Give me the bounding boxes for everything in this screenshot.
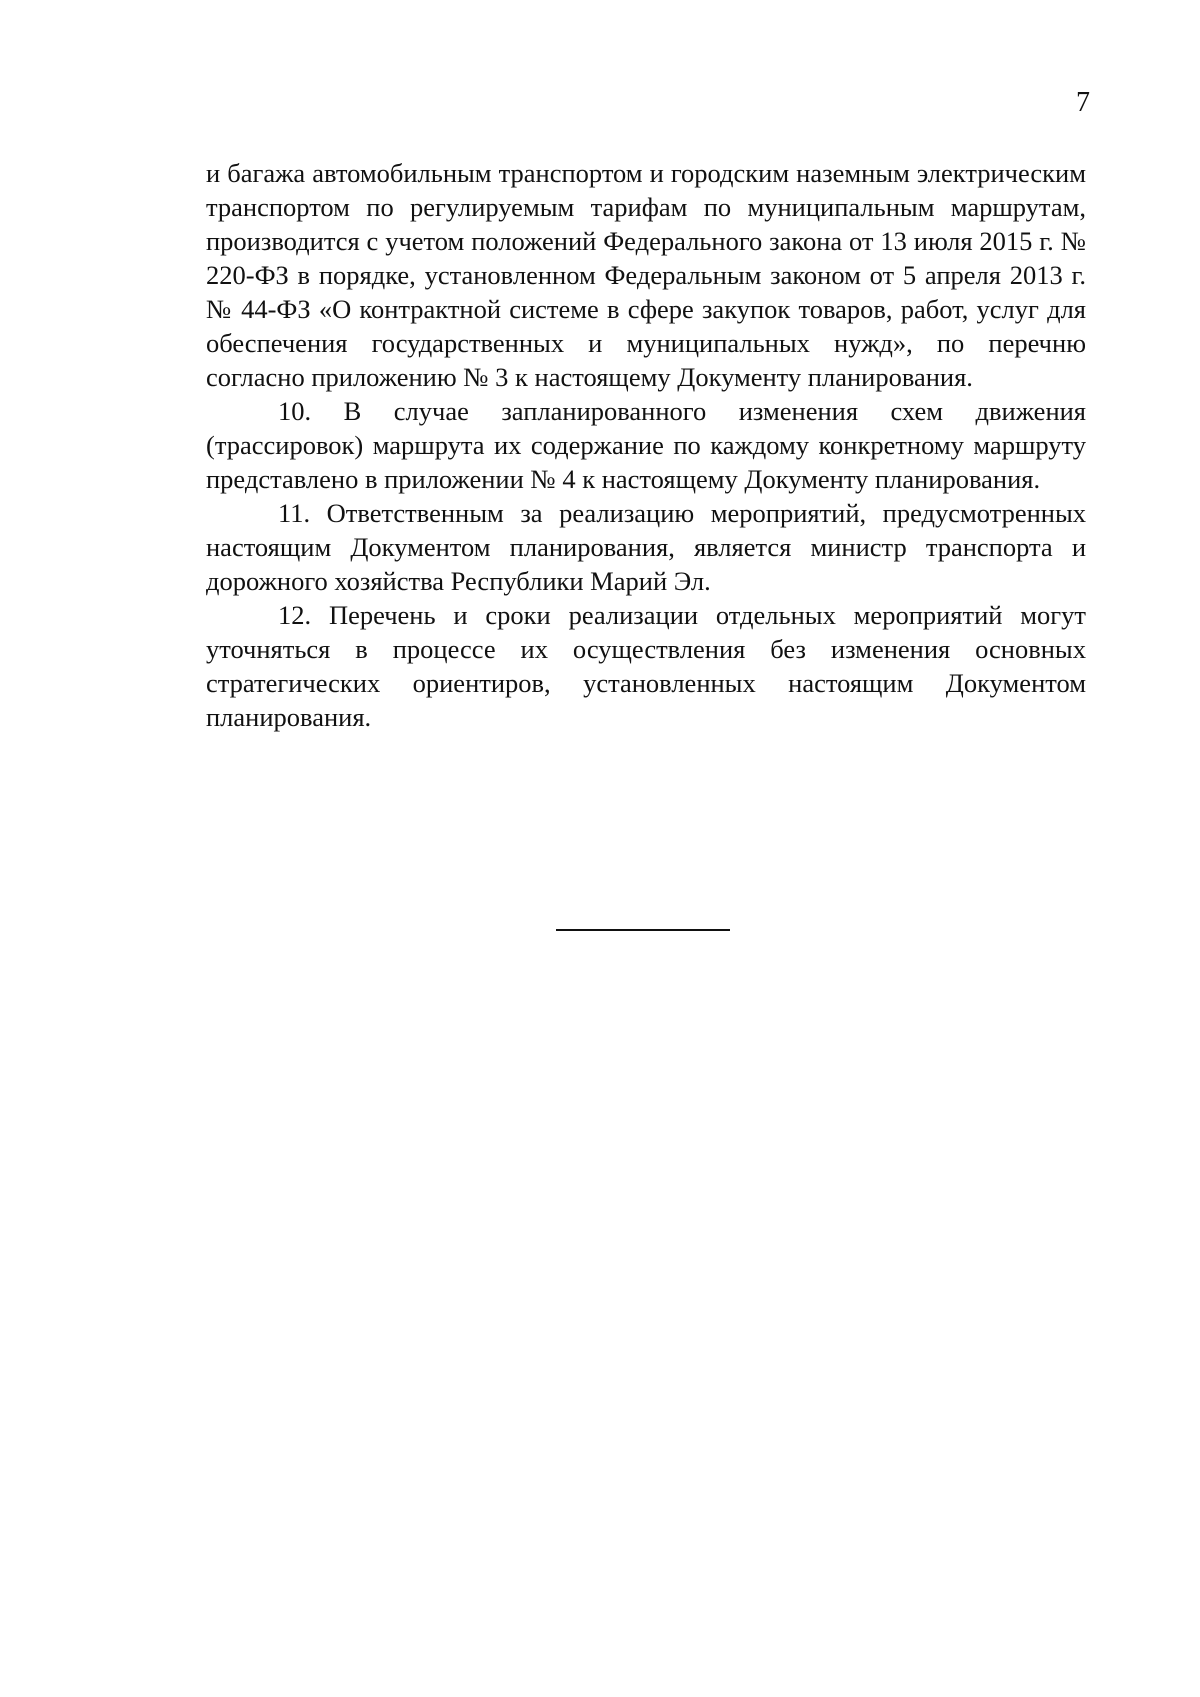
document-body: [206, 156, 1086, 734]
paragraph-item-11: 11. Ответственным за реализацию мероприятий, предусмотренных настоящим Документом планирования, является министр транспорта и дорожного хозяйства Республики Марий Эл.: [206, 498, 1086, 596]
page-number: 7: [1076, 87, 1090, 118]
paragraph-item-10: 10. В случае запланированного изменения схем движения (трассировок) маршрута их содержание по каждому конкретному маршруту представлено в приложении № 4 к настоящему Документу планирования.: [206, 396, 1086, 494]
paragraph-continuation: и багажа автомобильным транспортом и городским наземным электрическим транспортом по регулируемым тарифам по муниципальным маршрутам, производится с учетом положений Федерального закона от 13 июля 2015 г. № 220-ФЗ в порядке, установленном Федеральным законом от 5 апреля 2013 г. № 44-ФЗ «О контрактной системе в сфере закупок товаров, работ, услуг для обеспечения государственных и муниципальных нужд», по перечню согласно приложению № 3 к настоящему Документу планирования.: [206, 158, 1086, 392]
end-of-document-rule: [556, 929, 730, 931]
paragraph-item-12: 12. Перечень и сроки реализации отдельных мероприятий могут уточняться в процессе их осуществления без изменения основных стратегических ориентиров, установленных настоящим Документом планирования.: [206, 600, 1086, 732]
